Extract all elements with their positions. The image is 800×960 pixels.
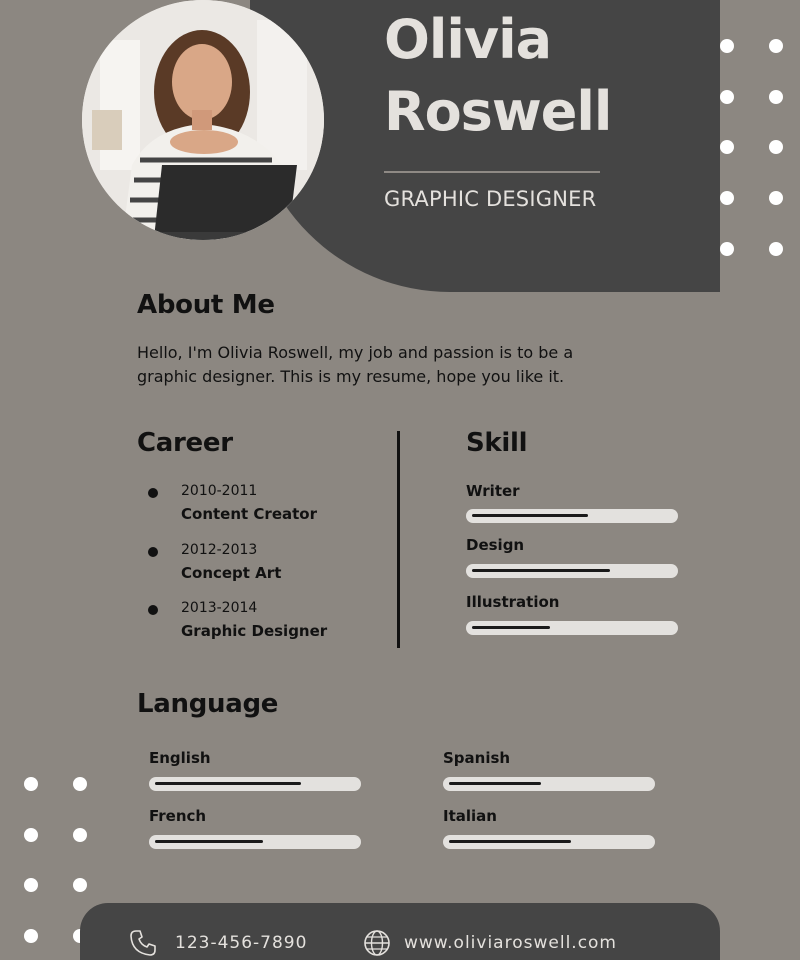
dot <box>24 828 38 842</box>
skill-bar-fill <box>472 569 610 572</box>
language-label: French <box>149 807 207 825</box>
phone-number[interactable]: 123-456-7890 <box>175 933 308 953</box>
language-label: Italian <box>443 807 497 825</box>
skill-bar-fill <box>472 514 588 517</box>
name-divider <box>384 171 600 173</box>
career-role: Content Creator <box>181 505 317 523</box>
bullet-icon <box>148 488 158 498</box>
name-line-last: Roswell <box>384 80 612 143</box>
dot <box>73 828 87 842</box>
language-label: Spanish <box>443 749 511 767</box>
about-text: Hello, I'm Olivia Roswell, my job and passion is to be a graphic designer. This is my resume, hope you like it. <box>137 343 574 386</box>
career-years: 2012-2013 <box>181 542 258 558</box>
skill-bar <box>466 564 678 578</box>
career-role: Graphic Designer <box>181 622 328 640</box>
dot <box>769 191 783 205</box>
skill-bar <box>466 621 678 635</box>
language-heading: Language <box>137 689 279 719</box>
bullet-icon <box>148 605 158 615</box>
contact-footer <box>80 903 720 960</box>
career-role: Concept Art <box>181 564 282 582</box>
person-name <box>384 4 611 148</box>
language-label: English <box>149 749 211 767</box>
dot <box>720 140 734 154</box>
dot <box>769 242 783 256</box>
language-bar <box>149 777 361 791</box>
website-link[interactable]: www.oliviaroswell.com <box>404 933 617 953</box>
language-bar-fill <box>449 782 541 785</box>
language-bar <box>443 835 655 849</box>
globe-icon <box>362 928 392 958</box>
dot <box>24 878 38 892</box>
skill-bar <box>466 509 678 523</box>
dot <box>73 878 87 892</box>
dot <box>769 140 783 154</box>
career-years: 2013-2014 <box>181 600 258 616</box>
language-bar-fill <box>155 782 301 785</box>
skill-label: Design <box>466 536 525 554</box>
dot <box>73 777 87 791</box>
skill-label: Writer <box>466 482 520 500</box>
job-title: GRAPHIC DESIGNER <box>384 187 597 211</box>
phone-icon <box>128 928 158 958</box>
bullet-icon <box>148 547 158 557</box>
dot <box>24 929 38 943</box>
language-bar <box>443 777 655 791</box>
skill-label: Illustration <box>466 593 560 611</box>
dot <box>720 191 734 205</box>
skill-bar-fill <box>472 626 550 629</box>
skill-heading: Skill <box>466 428 528 458</box>
dot <box>720 39 734 53</box>
language-bar-fill <box>449 840 571 843</box>
profile-photo <box>82 0 324 240</box>
dot <box>769 39 783 53</box>
language-bar <box>149 835 361 849</box>
dot <box>769 90 783 104</box>
about-heading: About Me <box>137 290 275 320</box>
language-bar-fill <box>155 840 263 843</box>
career-heading: Career <box>137 428 233 458</box>
dot <box>720 90 734 104</box>
column-divider <box>397 431 400 648</box>
career-years: 2010-2011 <box>181 483 258 499</box>
dot <box>720 242 734 256</box>
name-line-first: Olivia <box>384 8 552 71</box>
dot <box>24 777 38 791</box>
